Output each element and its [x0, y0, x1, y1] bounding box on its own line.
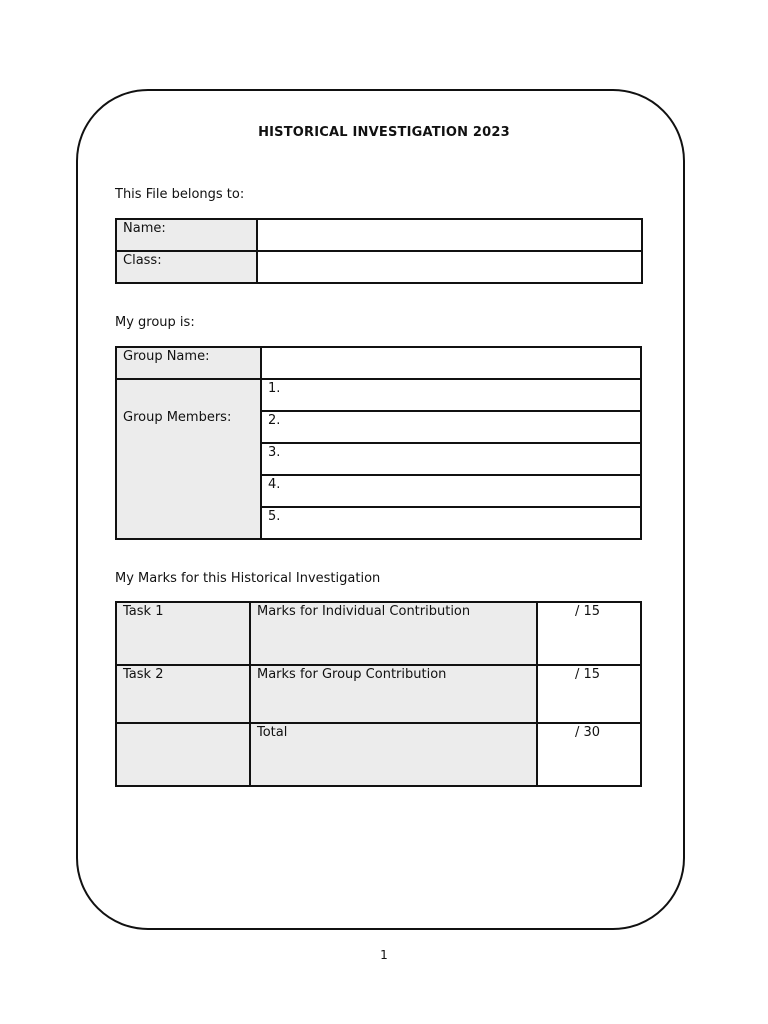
page-number: 1: [380, 948, 388, 962]
table-row: [116, 665, 641, 723]
class-label: Class:: [116, 251, 257, 283]
member-field-2[interactable]: 2.: [261, 411, 641, 443]
member-field-5[interactable]: 5.: [261, 507, 641, 539]
marks-heading: My Marks for this Historical Investigation: [115, 571, 381, 586]
class-field[interactable]: [257, 251, 642, 283]
task-2-label: Task 2: [116, 665, 250, 723]
member-field-4[interactable]: 4.: [261, 475, 641, 507]
group-heading: My group is:: [115, 315, 195, 330]
table-row: [116, 219, 642, 251]
task-2-score[interactable]: / 15: [537, 665, 641, 723]
name-field[interactable]: [257, 219, 642, 251]
file-owner-table: [115, 218, 643, 284]
task-1-label: Task 1: [116, 602, 250, 665]
group-name-label: Group Name:: [116, 347, 261, 379]
total-score[interactable]: / 30: [537, 723, 641, 786]
table-row: [116, 251, 642, 283]
table-row: [116, 602, 641, 665]
file-owner-heading: This File belongs to:: [115, 187, 245, 202]
task-2-description: Marks for Group Contribution: [250, 665, 537, 723]
total-label: Total: [250, 723, 537, 786]
task-1-score[interactable]: / 15: [537, 602, 641, 665]
name-label: Name:: [116, 219, 257, 251]
marks-table: [115, 601, 642, 787]
table-row: [116, 723, 641, 786]
group-members-label: Group Members:: [116, 379, 261, 539]
group-table: [115, 346, 642, 540]
member-field-3[interactable]: 3.: [261, 443, 641, 475]
group-name-field[interactable]: [261, 347, 641, 379]
task-1-description: Marks for Individual Contribution: [250, 602, 537, 665]
table-row: [116, 379, 641, 411]
total-blank-cell: [116, 723, 250, 786]
table-row: [116, 347, 641, 379]
member-field-1[interactable]: 1.: [261, 379, 641, 411]
document-title: HISTORICAL INVESTIGATION 2023: [258, 125, 510, 140]
